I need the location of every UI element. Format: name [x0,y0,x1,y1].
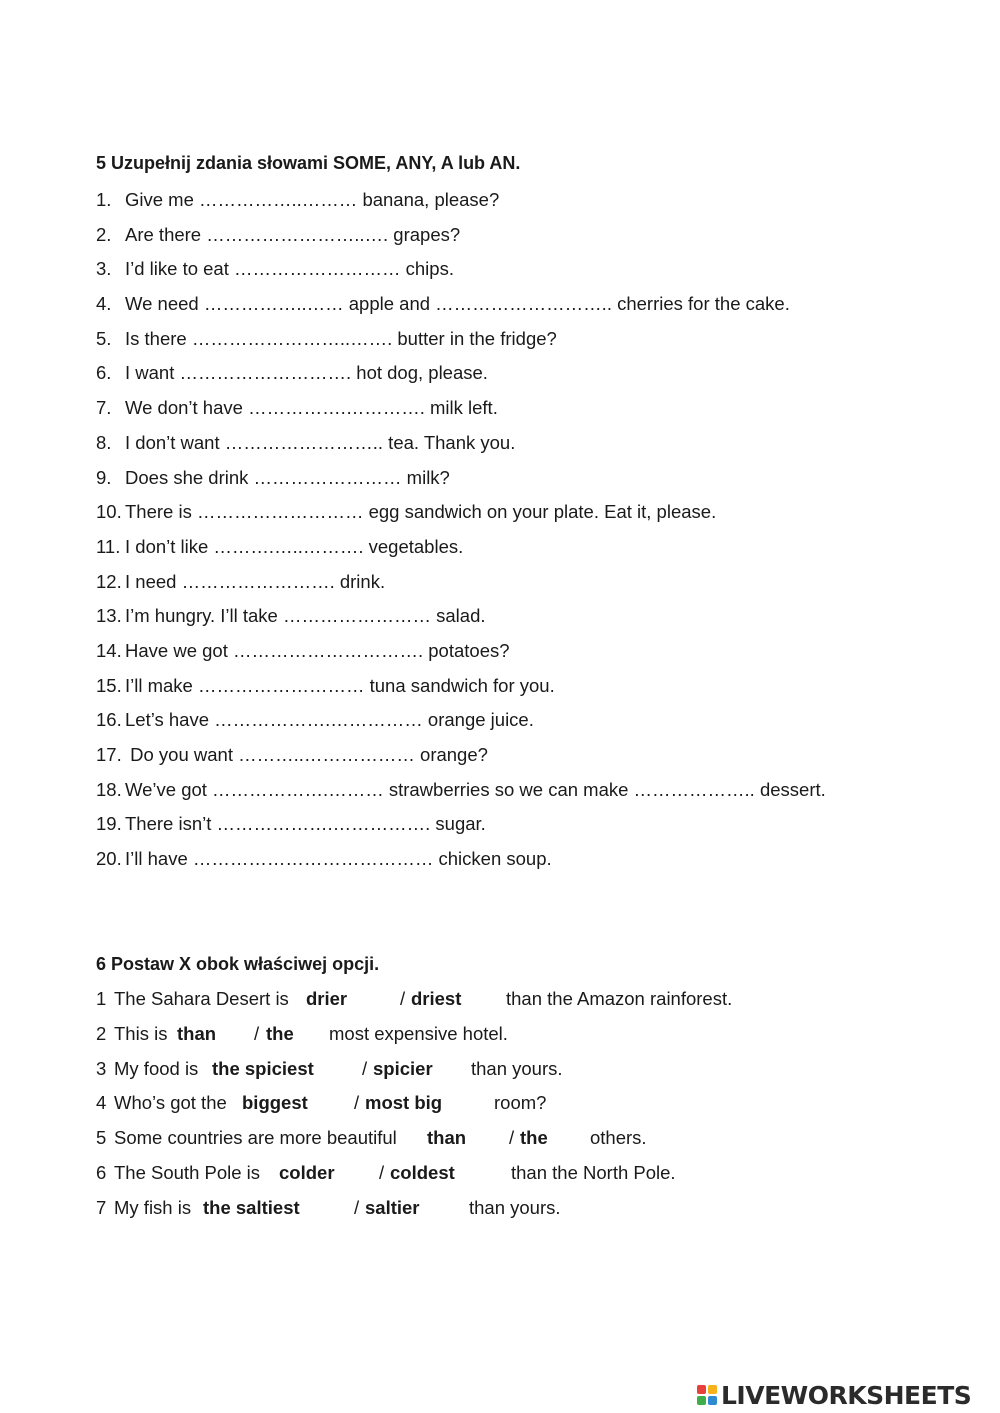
option-separator: / [379,1161,385,1183]
exercise-5-item [96,569,976,604]
exercise-6-item [96,1160,976,1195]
item-number: 8. [96,431,112,453]
item-sentence-end: room? [494,1092,547,1114]
exercise-5-item [96,742,976,777]
logo-text: LIVEWORKSHEETS [721,1380,972,1410]
exercise-6-item [96,1125,976,1160]
item-sentence: I don’t want …………………….. tea. Thank you. [125,431,516,453]
exercise-6-item [96,1021,976,1056]
item-sentence: Does she drink …………………… milk? [125,466,450,488]
item-sentence: Let’s have ……………….…………… orange juice. [125,709,534,731]
exercise-6-item [96,986,976,1021]
option-1[interactable]: biggest [242,1092,308,1114]
item-number: 10. [96,501,122,523]
item-sentence-end: than the Amazon rainforest. [506,988,733,1009]
item-sentence-start: The Sahara Desert is [114,988,289,1009]
item-number: 6 [96,1161,107,1183]
item-sentence-start: My fish is [114,1196,192,1218]
item-sentence-end: than yours. [471,1057,563,1079]
option-separator: / [354,1196,360,1218]
exercise-5-item [96,811,976,846]
option-separator: / [509,1127,515,1149]
item-number: 15. [96,674,122,696]
item-number: 1 [96,988,107,1009]
item-number: 4 [96,1092,107,1114]
item-number: 3. [96,258,112,280]
option-1[interactable]: drier [306,988,348,1009]
exercise-6-title: 6 Postaw X obok właściwej opcji. [96,954,380,974]
exercise-5-item [96,291,976,326]
item-sentence-end: most expensive hotel. [329,1022,508,1044]
option-2[interactable]: most big [365,1092,443,1114]
option-2[interactable]: coldest [390,1161,455,1183]
item-number: 5. [96,327,112,349]
item-sentence: There isn’t ……………….……………. sugar. [125,813,486,835]
item-sentence-start: Some countries are more beautiful [114,1127,397,1149]
item-number: 19. [96,813,122,835]
exercise-5-item [96,395,976,430]
exercise-5-item [96,499,976,534]
option-1[interactable]: than [427,1127,467,1149]
item-number: 1. [96,189,112,210]
item-sentence-start: My food is [114,1057,199,1079]
exercise-5-list [96,187,976,881]
exercise-6-item [96,1195,976,1230]
exercise-5-title: 5 Uzupełnij zdania słowami SOME, ANY, A lub AN. [96,153,521,173]
item-sentence: I’ll have ………………………………… chicken soup. [125,848,552,870]
option-2[interactable]: the [266,1022,294,1044]
exercise-5-item [96,846,976,881]
item-sentence: I don’t like ……….…..………. vegetables. [125,535,464,557]
item-sentence-end: than yours. [469,1196,561,1218]
exercise-5-item [96,707,976,742]
option-2[interactable]: the [520,1127,548,1149]
liveworksheets-logo-icon [697,1385,717,1405]
item-number: 2 [96,1022,107,1044]
item-sentence-end: others. [590,1127,647,1149]
logo-square [697,1396,706,1405]
exercise-5-item [96,603,976,638]
item-number: 3 [96,1057,107,1079]
item-number: 7. [96,397,112,419]
option-1[interactable]: colder [279,1161,335,1183]
item-sentence-start: The South Pole is [114,1161,261,1183]
item-sentence: Is there ……………………..……. butter in the fridge? [125,327,557,349]
option-1[interactable]: the spiciest [212,1057,314,1079]
item-number: 6. [96,362,112,384]
item-number: 4. [96,293,112,315]
item-number: 14. [96,639,122,661]
item-number: 17. [96,744,122,765]
option-separator: / [254,1022,260,1044]
exercise-5-item [96,465,976,500]
option-2[interactable]: spicier [373,1057,433,1079]
item-sentence: I’m hungry. I’ll take …………………… salad. [125,605,486,627]
item-sentence: I want ………………………. hot dog, please. [125,362,488,384]
item-sentence: There is ……………………… egg sandwich on your plate. Eat it, please. [125,501,717,523]
item-sentence-start: Who’s got the [114,1092,227,1114]
option-separator: / [354,1092,360,1114]
exercise-5-item [96,430,976,465]
exercise-5-item [96,673,976,708]
option-2[interactable]: saltier [365,1196,420,1218]
item-sentence: We don’t have …………….…………. milk left. [125,397,498,419]
item-number: 20. [96,848,122,870]
exercise-5-item [96,638,976,673]
logo-square [708,1396,717,1405]
option-1[interactable]: than [177,1022,217,1044]
item-sentence: Do you want ………..……………… orange? [125,744,488,765]
item-sentence: I’ll make ……………………… tuna sandwich for you. [125,674,555,696]
item-sentence: We need ……………..…… apple and ……………………….. cherries for the cake. [125,293,790,315]
item-number: 13. [96,605,122,627]
exercise-5-item [96,222,976,257]
exercise-5-item [96,187,976,222]
exercise-5-item [96,777,976,812]
item-sentence: We’ve got ……………….……… strawberries so we can make ……………….. dessert. [125,778,826,800]
option-separator: / [400,988,406,1009]
liveworksheets-logo [697,1378,971,1412]
item-number: 12. [96,570,122,592]
exercise-5-item [96,534,976,569]
item-sentence: Give me ……………..……… banana, please? [125,189,500,210]
item-sentence: Have we got …………………………. potatoes? [125,639,510,661]
exercise-5-item [96,360,976,395]
logo-square [697,1385,706,1394]
item-number: 18. [96,778,122,800]
exercise-6-list [96,986,976,1230]
exercise-6-item [96,1056,976,1091]
logo-square [708,1385,717,1394]
item-number: 11. [96,535,121,557]
exercise-5-item [96,256,976,291]
exercise-6-item [96,1090,976,1125]
option-separator: / [362,1057,368,1079]
item-sentence-start: This is [114,1022,168,1044]
item-sentence: I’d like to eat ……………………… chips. [125,258,454,280]
item-number: 5 [96,1127,107,1149]
option-1[interactable]: the saltiest [203,1196,300,1218]
item-number: 16. [96,709,122,731]
item-sentence: Are there ……………………..…. grapes? [125,223,461,245]
option-2[interactable]: driest [411,988,462,1009]
item-number: 9. [96,466,112,488]
item-sentence: I need ……………………. drink. [125,570,386,592]
item-sentence-end: than the North Pole. [511,1161,676,1183]
item-number: 7 [96,1196,107,1218]
item-number: 2. [96,223,112,245]
exercise-5-item [96,326,976,361]
